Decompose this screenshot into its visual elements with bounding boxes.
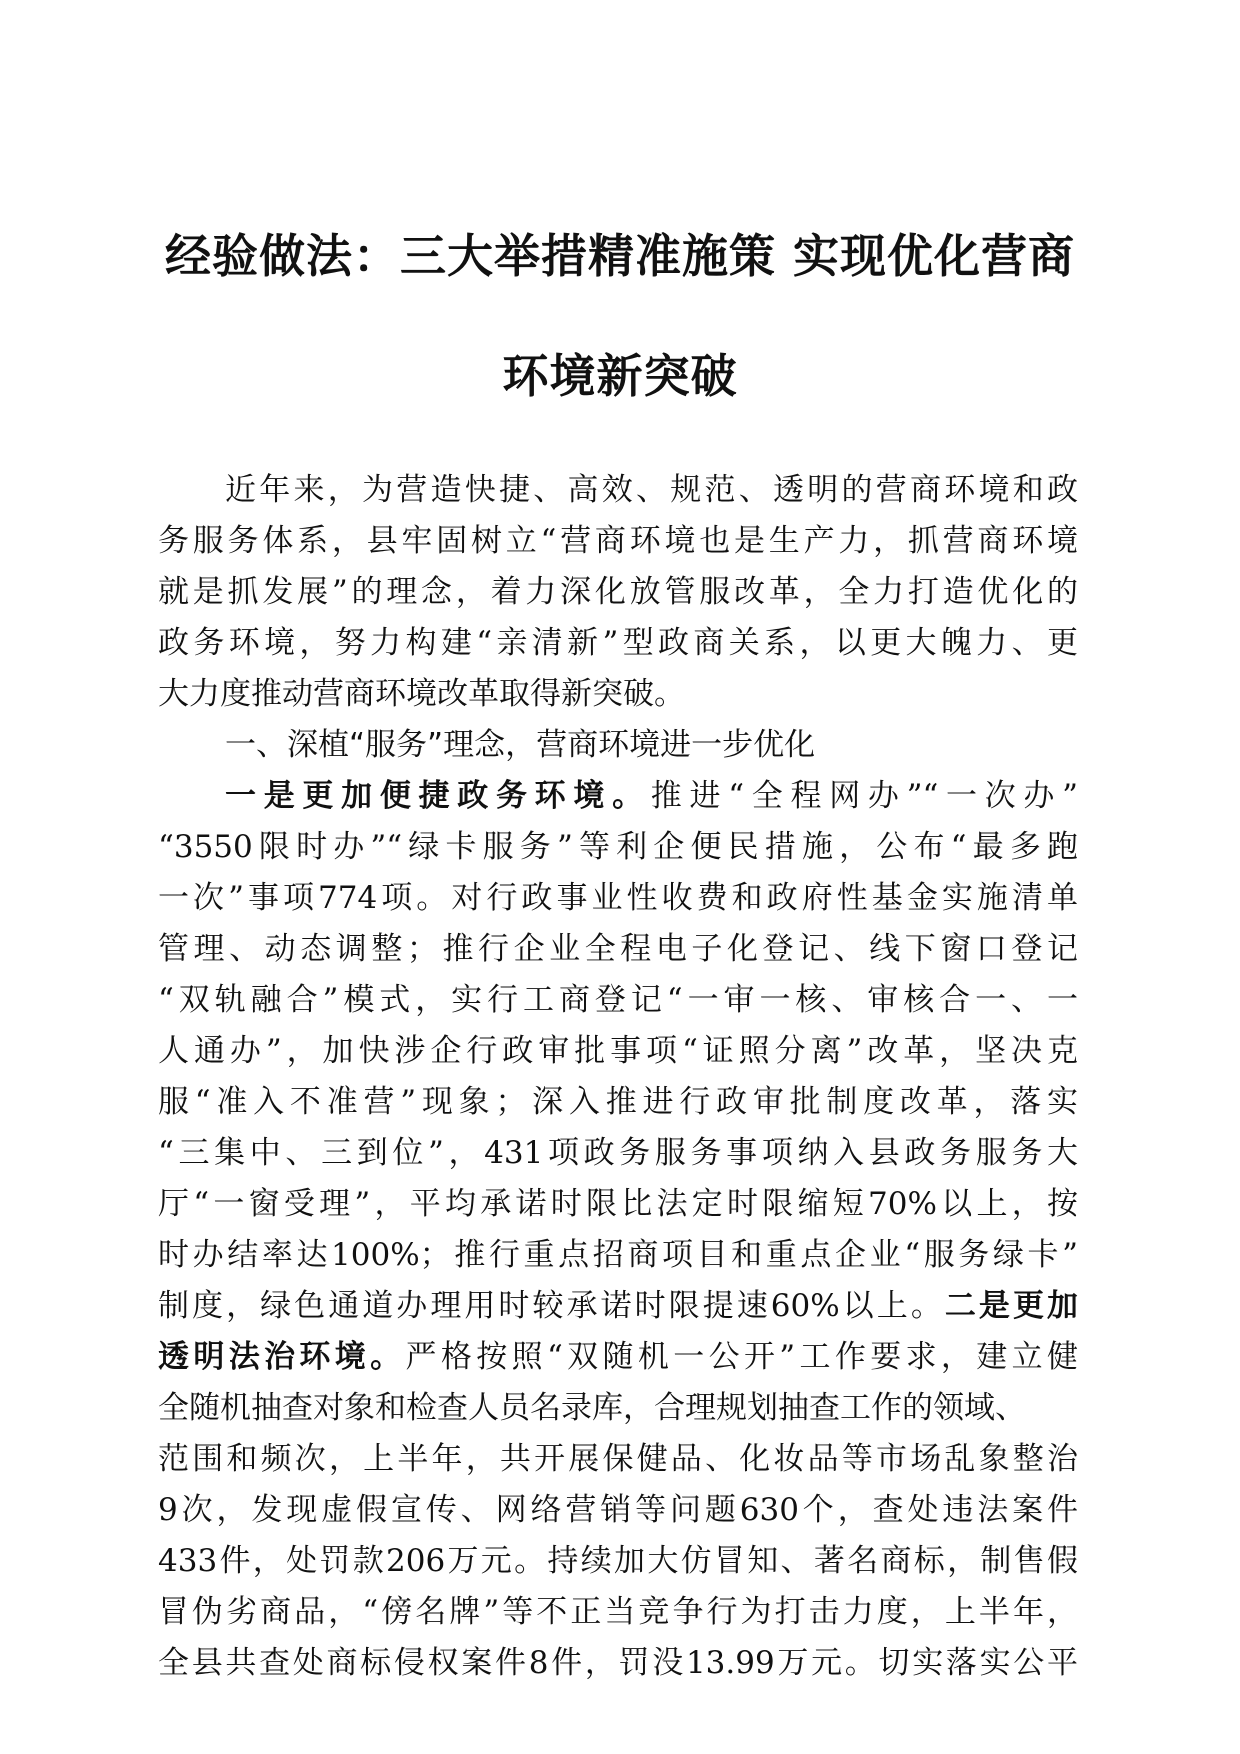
paragraph-line	[225, 778, 1078, 814]
paragraph-line: 政务环境，努力构建“亲清新”型政商关系，以更大魄力、更	[158, 625, 1078, 661]
paragraph-line	[158, 1339, 1079, 1375]
paragraph-line: 务服务体系，县牢固树立“营商环境也是生产力，抓营商环境	[158, 523, 1078, 559]
bold-lead-2a: 二是更加	[944, 1288, 1079, 1324]
paragraph-line: 9次，发现虚假宣传、网络营销等问题630个，查处违法案件	[158, 1492, 1078, 1528]
paragraph-line: “三集中、三到位”，431项政务服务事项纳入县政务服务大	[158, 1135, 1078, 1171]
paragraph-line: 就是抓发展”的理念，着力深化放管服改革，全力打造优化的	[158, 574, 1078, 610]
section-heading: 一、深植“服务”理念，营商环境进一步优化	[225, 727, 816, 763]
paragraph-line: 范围和频次，上半年，共开展保健品、化妆品等市场乱象整治	[158, 1441, 1078, 1477]
paragraph-line: 全县共查处商标侵权案件8件，罚没13.99万元。切实落实公平	[158, 1645, 1078, 1681]
paragraph-line: 服“准入不准营”现象；深入推进行政审批制度改革，落实	[158, 1084, 1078, 1120]
paragraph-line: 全随机抽查对象和检查人员名录库，合理规划抽查工作的领域、	[158, 1390, 1026, 1426]
document-title-line-2: 环境新突破	[502, 349, 738, 403]
paragraph-line: 厅“一窗受理”，平均承诺时限比法定时限缩短70%以上，按	[158, 1186, 1078, 1222]
paragraph-line	[158, 1288, 1079, 1324]
paragraph-line-text: 推进“全程网办”“一次办”	[650, 778, 1078, 814]
bold-lead-2b: 透明法治环境。	[158, 1339, 406, 1375]
paragraph-line-text: 制度，绿色通道办理用时较承诺时限提速60%以上。	[158, 1288, 945, 1324]
paragraph-line: “双轨融合”模式，实行工商登记“一审一核、审核合一、一	[158, 982, 1078, 1018]
paragraph-line-text: 严格按照“双随机一公开”工作要求，建立健	[405, 1339, 1079, 1375]
paragraph-line: 管理、动态调整；推行企业全程电子化登记、线下窗口登记	[158, 931, 1078, 967]
paragraph-line: 一次”事项774项。对行政事业性收费和政府性基金实施清单	[158, 880, 1078, 916]
bold-lead-1: 一是更加便捷政务环境。	[225, 778, 651, 814]
paragraph-line: 433件，处罚款206万元。持续加大仿冒知、著名商标，制售假	[158, 1543, 1078, 1579]
paragraph-line: 近年来，为营造快捷、高效、规范、透明的营商环境和政	[225, 472, 1078, 508]
paragraph-line: 时办结率达100%；推行重点招商项目和重点企业“服务绿卡”	[158, 1237, 1078, 1273]
paragraph-line: 大力度推动营商环境改革取得新突破。	[158, 676, 685, 712]
document-title-line-1: 经验做法：三大举措精准施策 实现优化营商	[164, 229, 1075, 283]
paragraph-line: 人通办”，加快涉企行政审批事项“证照分离”改革，坚决克	[158, 1033, 1078, 1069]
paragraph-line: 冒伪劣商品，“傍名牌”等不正当竞争行为打击力度，上半年，	[158, 1594, 1078, 1630]
paragraph-line: “3550限时办”“绿卡服务”等利企便民措施，公布“最多跑	[158, 829, 1078, 865]
